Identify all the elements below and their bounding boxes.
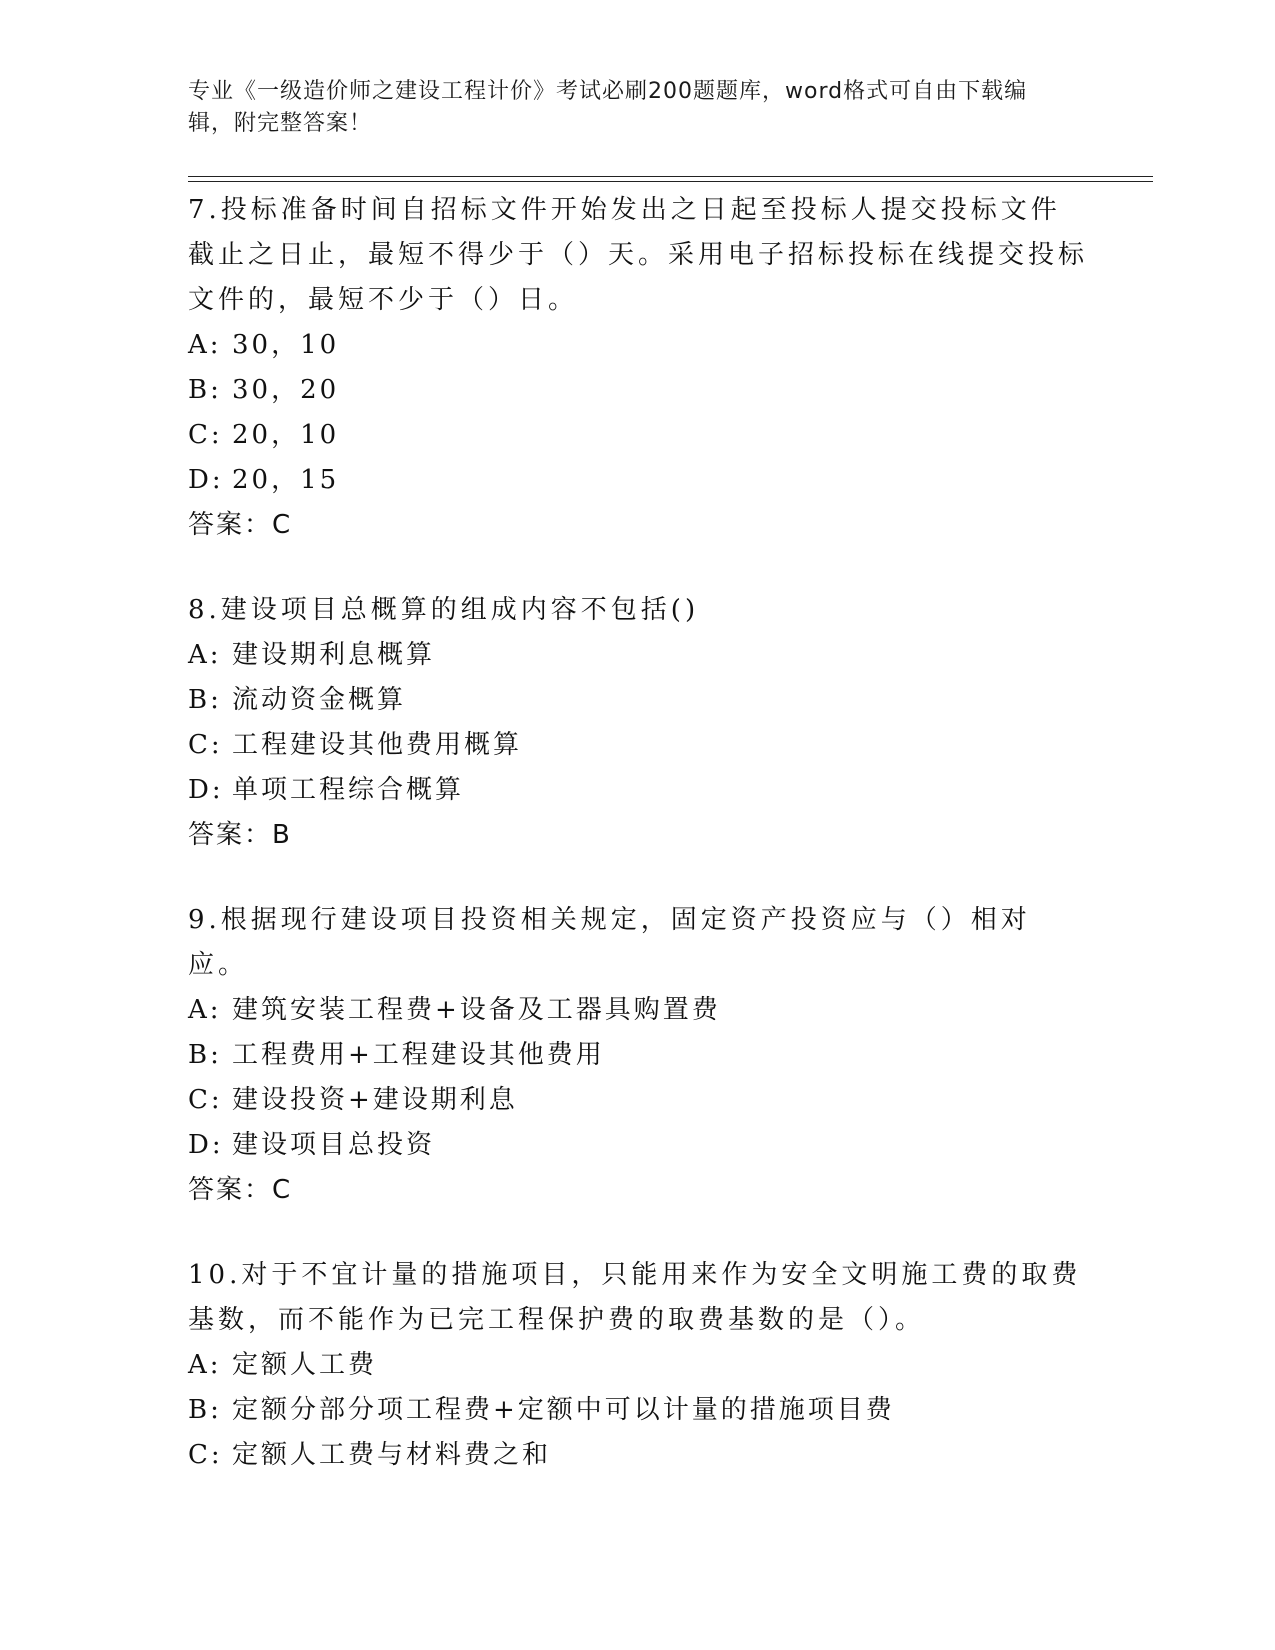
option-text: 20，15	[232, 465, 340, 495]
option-a	[188, 1343, 1088, 1388]
question-9	[188, 898, 1088, 1213]
option-d	[188, 458, 1088, 503]
option-letter: B:	[188, 685, 222, 715]
header-divider-top	[188, 176, 1153, 177]
option-a	[188, 988, 1088, 1033]
answer-label: 答案：C	[188, 1175, 293, 1205]
option-letter: A:	[188, 330, 222, 360]
option-text: 30，10	[232, 330, 340, 360]
document-header: 专业《一级造价师之建设工程计价》考试必刷200题题库，word格式可自由下载编辑，附完整答案！	[188, 79, 1028, 136]
option-c	[188, 1433, 1088, 1478]
option-letter: B:	[188, 1040, 222, 1070]
option-letter: C:	[188, 1085, 223, 1115]
question-stem: 9.根据现行建设项目投资相关规定，固定资产投资应与（）相对应。	[188, 905, 1031, 980]
option-text: 30，20	[232, 375, 340, 405]
question-8	[188, 588, 1088, 858]
option-letter: D:	[188, 775, 224, 805]
option-text: 定额人工费与材料费之和	[232, 1440, 552, 1470]
question-stem: 8.建设项目总概算的组成内容不包括()	[188, 595, 700, 625]
option-letter: D:	[188, 1130, 224, 1160]
answer-label: 答案：B	[188, 820, 292, 850]
option-letter: D:	[188, 465, 224, 495]
option-d	[188, 1123, 1088, 1168]
question-stem: 7.投标准备时间自招标文件开始发出之日起至投标人提交投标文件截止之日止，最短不得少于（）天。采用电子招标投标在线提交投标文件的，最短不少于（）日。	[188, 195, 1089, 315]
option-letter: B:	[188, 1395, 222, 1425]
option-letter: C:	[188, 730, 223, 760]
option-c	[188, 413, 1088, 458]
question-10	[188, 1253, 1088, 1478]
option-a	[188, 633, 1088, 678]
option-letter: A:	[188, 995, 222, 1025]
option-letter: C:	[188, 1440, 223, 1470]
option-text: 工程费用+工程建设其他费用	[232, 1040, 605, 1070]
option-c	[188, 1078, 1088, 1123]
option-text: 建设期利息概算	[232, 640, 436, 670]
question-list	[188, 188, 1088, 1504]
option-c	[188, 723, 1088, 768]
option-letter: A:	[188, 1350, 222, 1380]
option-b	[188, 1388, 1088, 1433]
option-text: 工程建设其他费用概算	[232, 730, 523, 760]
option-text: 20，10	[232, 420, 340, 450]
question-stem: 10.对于不宜计量的措施项目，只能用来作为安全文明施工费的取费基数，而不能作为已完工程保护费的取费基数的是（）。	[188, 1260, 1082, 1335]
option-letter: C:	[188, 420, 223, 450]
option-text: 建设投资+建设期利息	[232, 1085, 518, 1115]
option-a	[188, 323, 1088, 368]
option-b	[188, 678, 1088, 723]
answer-label: 答案：C	[188, 510, 293, 540]
option-b	[188, 368, 1088, 413]
option-text: 定额分部分项工程费+定额中可以计量的措施项目费	[232, 1395, 895, 1425]
option-text: 流动资金概算	[232, 685, 407, 715]
option-b	[188, 1033, 1088, 1078]
question-7	[188, 188, 1088, 548]
option-letter: A:	[188, 640, 222, 670]
option-text: 定额人工费	[232, 1350, 378, 1380]
header-divider-bottom	[188, 181, 1153, 182]
option-letter: B:	[188, 375, 222, 405]
option-text: 建设项目总投资	[232, 1130, 436, 1160]
option-d	[188, 768, 1088, 813]
option-text: 单项工程综合概算	[232, 775, 465, 805]
option-text: 建筑安装工程费+设备及工器具购置费	[232, 995, 721, 1025]
